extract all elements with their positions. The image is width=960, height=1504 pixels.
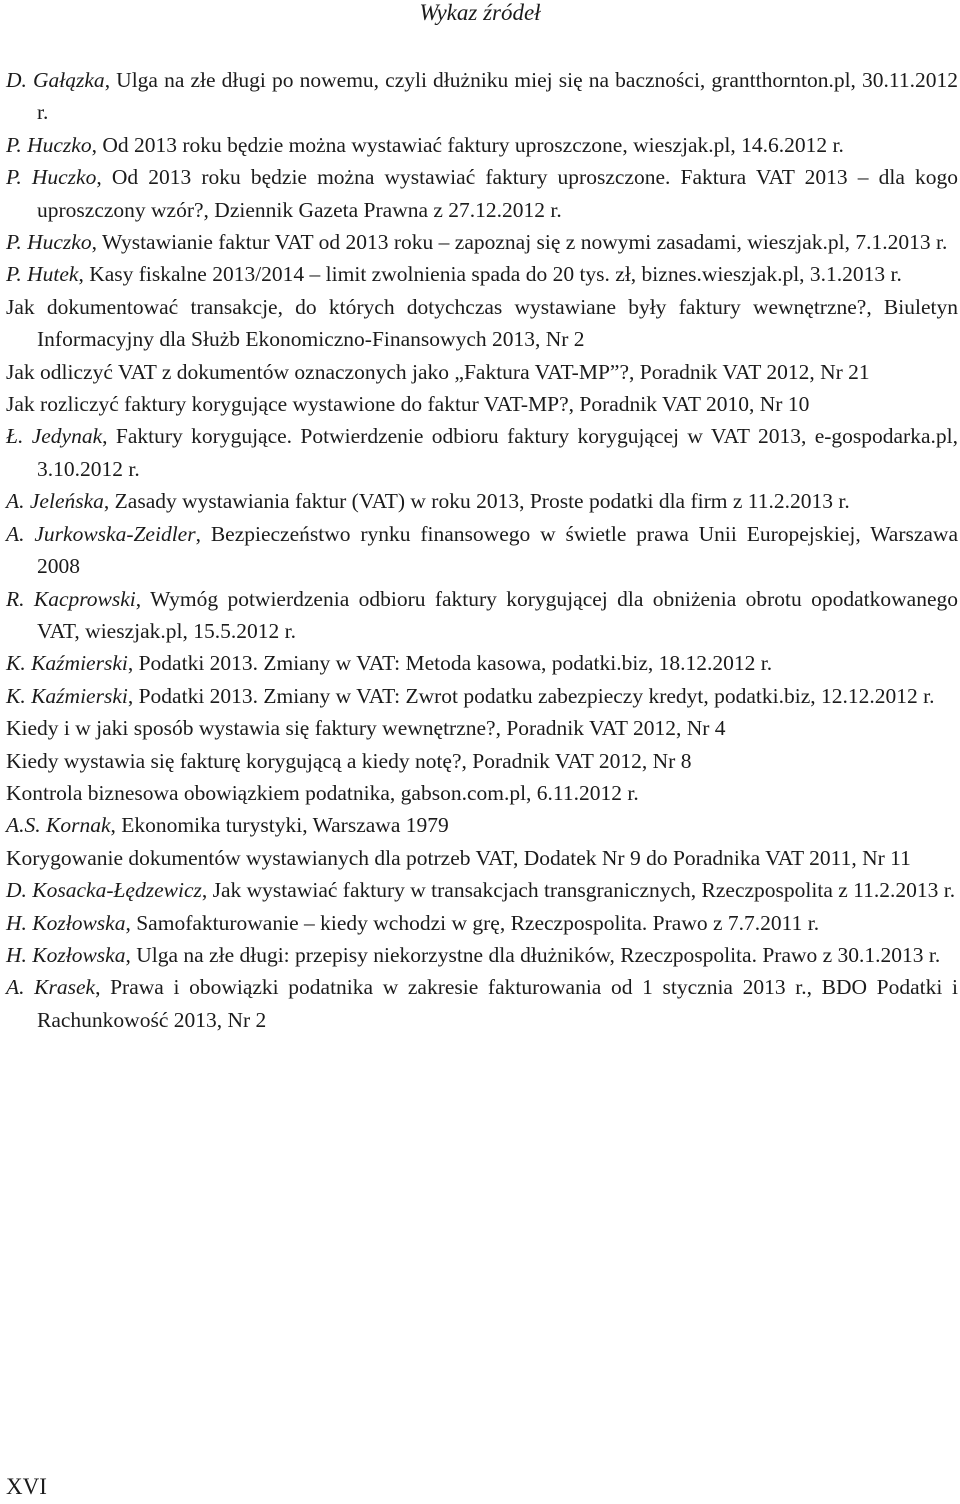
entry-author: K. Kaźmierski — [6, 651, 128, 676]
entry-text: , Podatki 2013. Zmiany w VAT: Metoda kasowa, podatki.biz, 18.12.2012 r. — [127, 651, 773, 676]
bibliography-entry — [6, 745, 958, 777]
entry-author: Ł. Jedynak — [6, 424, 103, 449]
entry-author: A.S. Kornak — [6, 813, 111, 838]
entry-text: , Ulga na złe długi po nowemu, czyli dłużniku miej się na baczności, grantthornton.pl, 30.11.2012 r. — [37, 68, 959, 125]
running-header: Wykaz źródeł — [419, 0, 541, 25]
bibliography-entry — [6, 712, 958, 744]
entry-author: H. Kozłowska — [6, 910, 126, 935]
entry-text: , Wymóg potwierdzenia odbioru faktury korygującej dla obniżenia obrotu opodatkowanego VAT, wieszjak.pl, 15.5.2012 r. — [37, 586, 959, 643]
entry-author: P. Hutek — [6, 262, 79, 287]
entry-text: , Jak wystawiać faktury w transakcjach transgranicznych, Rzeczpospolita z 11.2.2013 r. — [201, 878, 956, 903]
bibliography-entry — [6, 809, 958, 841]
bibliography-entry — [6, 388, 958, 420]
entry-author: D. Kosacka-Łędzewicz — [6, 878, 202, 903]
bibliography-entry — [6, 485, 958, 517]
entry-text: Kontrola biznesowa obowiązkiem podatnika, gabson.com.pl, 6.11.2012 r. — [6, 780, 639, 805]
entry-text: , Faktury korygujące. Potwierdzenie odbioru faktury korygującej w VAT 2013, e-gospodarka.pl, 3.10.2012 r. — [37, 424, 958, 481]
entry-text: , Samofakturowanie – kiedy wchodzi w grę, Rzeczpospolita. Prawo z 7.7.2011 r. — [125, 910, 820, 935]
entry-text: Jak rozliczyć faktury korygujące wystawione do faktur VAT-MP?, Poradnik VAT 2010, Nr 10 — [6, 392, 810, 417]
entry-text: , Ulga na złe długi: przepisy niekorzystne dla dłużników, Rzeczpospolita. Prawo z 30.1.2013 r. — [125, 942, 941, 967]
bibliography-entry — [6, 874, 958, 906]
bibliography-entry — [6, 64, 958, 129]
entry-author: P. Huczko — [6, 230, 92, 255]
bibliography-entry — [6, 680, 958, 712]
entry-author: D. Gałązka — [6, 68, 105, 92]
bibliography-entry — [6, 226, 958, 258]
entry-author: K. Kaźmierski — [6, 683, 128, 708]
bibliography-entry — [6, 420, 958, 485]
entry-text: , Zasady wystawiania faktur (VAT) w roku 2013, Proste podatki dla firm z 11.2.2013 r. — [103, 489, 850, 514]
entry-text: , Ekonomika turystyki, Warszawa 1979 — [110, 813, 449, 838]
entry-author: A. Jurkowska-Zeidler — [6, 521, 196, 546]
bibliography-entry — [6, 842, 958, 874]
entry-text: , Bezpieczeństwo rynku finansowego w świetle prawa Unii Europejskiej, Warszawa 2008 — [37, 521, 959, 579]
entry-text: , Prawa i obowiązki podatnika w zakresie fakturowania od 1 stycznia 2013 r., BDO Podatki i Rachunkowość 2013, Nr 2 — [37, 975, 958, 1032]
entry-text: , Wystawianie faktur VAT od 2013 roku – zapoznaj się z nowymi zasadami, wieszjak.pl, 7.1.2013 r. — [91, 230, 948, 255]
bibliography-entry — [6, 647, 958, 679]
entry-author: H. Kozłowska — [6, 942, 126, 967]
bibliography-entry — [6, 356, 958, 388]
entry-text: , Kasy fiskalne 2013/2014 – limit zwolnienia spada do 20 tys. zł, biznes.wieszjak.pl, 3.1.2013 r. — [78, 262, 902, 287]
entry-author: P. Huczko — [6, 165, 97, 190]
entry-text: , Podatki 2013. Zmiany w VAT: Zwrot podatku zabezpieczy kredyt, podatki.biz, 12.12.2012 r. — [127, 683, 935, 708]
entry-text: Kiedy i w jaki sposób wystawia się faktury wewnętrzne?, Poradnik VAT 2012, Nr 4 — [6, 716, 726, 741]
entry-text: Kiedy wystawia się fakturę korygującą a kiedy notę?, Poradnik VAT 2012, Nr 8 — [6, 748, 692, 773]
entry-author: R. Kacprowski — [6, 586, 136, 611]
bibliography-list — [6, 64, 958, 1036]
bibliography-entry — [6, 129, 958, 161]
page-number: XVI — [6, 1474, 47, 1499]
bibliography-entry — [6, 161, 958, 226]
entry-author: A. Krasek — [6, 975, 96, 1000]
entry-text: Jak odliczyć VAT z dokumentów oznaczonych jako „Faktura VAT-MP”?, Poradnik VAT 2012, Nr 21 — [6, 359, 870, 384]
entry-text: , Od 2013 roku będzie można wystawiać faktury uproszczone. Faktura VAT 2013 – dla kogo uproszczony wzór?, Dziennik Gazeta Prawna z 27.12.2012 r. — [37, 165, 959, 222]
entry-text: Jak dokumentować transakcje, do których dotychczas wystawiane były faktury wewnętrzne?, Biuletyn Informacyjny dla Służb Ekonomiczno-Finansowych 2013, Nr 2 — [6, 294, 958, 352]
bibliography-entry — [6, 258, 958, 290]
bibliography-entry — [6, 971, 958, 1036]
entry-text: Korygowanie dokumentów wystawianych dla potrzeb VAT, Dodatek Nr 9 do Poradnika VAT 2011, Nr 11 — [6, 845, 911, 870]
bibliography-entry — [6, 907, 958, 939]
entry-author: P. Huczko — [6, 132, 92, 157]
bibliography-entry — [6, 583, 958, 648]
entry-text: , Od 2013 roku będzie można wystawiać faktury uproszczone, wieszjak.pl, 14.6.2012 r. — [91, 132, 844, 157]
bibliography-entry — [6, 939, 958, 971]
bibliography-entry — [6, 777, 958, 809]
bibliography-entry — [6, 291, 958, 356]
entry-author: A. Jeleńska — [6, 489, 104, 514]
bibliography-entry — [6, 518, 958, 583]
